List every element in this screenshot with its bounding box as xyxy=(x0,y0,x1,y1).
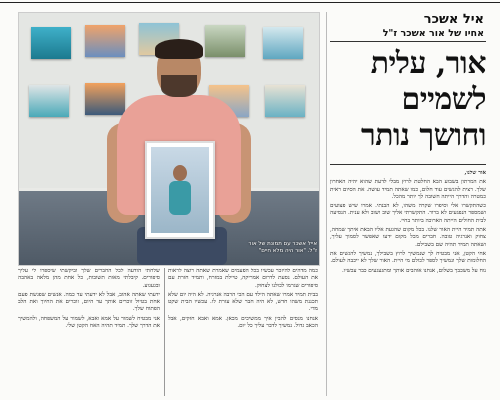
article-paragraph: נוח על משכבך בשלום, אנחנו אוהבים אותך ומתגעגעים כבר עכשיו. xyxy=(342,267,486,274)
person-beard xyxy=(161,75,197,97)
article-paragraph: בבית תמיד אמרו שאתה הילד עם הכי הרבה אנרגיה. לא היה יום שלא תכננת משהו חדש, לא היה חבר שלא עזרת לו. עכשיו הבית שקט מדי. xyxy=(168,291,318,313)
article-paragraph: אחי הקטן, אני מבטיח לך שנמשיך לרוץ בשבילך, נמשיך להגשים את החלומות שלך ונמשיך לספר לכולם מי היית. האור שלך לא ייכבה לעולם. xyxy=(330,250,486,265)
article-column-left xyxy=(18,268,160,396)
top-rule xyxy=(0,2,500,3)
wall-picture xyxy=(205,25,245,57)
article-paragraph: אנחנו מנסים להבין איך ממשיכים מכאן. אמא ואבא חזקים, אבל הכאב גדול. נמשיך לדבר עליך כל יום. xyxy=(168,315,318,330)
article-photo xyxy=(18,12,320,266)
header-rule xyxy=(330,164,486,165)
headline-line: וחושך נותר xyxy=(361,118,486,153)
article-paragraph: כמה מדהים להיזכר עכשיו בכל הפעמים שאמרת שאתה רוצה לראות את העולם. נסעת לדרום אמריקה, טיילת במזרח, ותמיד חזרת עם סיפורים שגרמו לכולנו לצחוק. xyxy=(168,268,318,289)
held-portrait xyxy=(145,141,215,239)
headline xyxy=(326,46,486,154)
photo-caption: אייל אשכר עם תמונת של אור ז"ל. "אור היה מלא חיים" xyxy=(248,241,317,254)
person-hair xyxy=(155,39,203,59)
wall-picture xyxy=(85,83,125,115)
article-paragraph: כשהתקשרו אלי וסיפרו שקרה משהו, לא הבנתי. אמרו שיש פצועים ושמספר הנפגעים לא ברור. התקשרתי אליך שוב ושוב ולא ענית. הנסיעה לבית החולים הייתה הארוכה ביותר בחיי. xyxy=(330,203,486,224)
writer-name: איל אשכר xyxy=(423,12,484,27)
column-divider xyxy=(164,268,165,396)
article-paragraph: שלחתי הודעה לכל החברים שלך וביקשתי שיספרו לי עליך סיפורים. קיבלתי מאות תשובות, כל אחת מהן מלאה באהבה ובגעגוע. xyxy=(18,268,160,289)
wall-picture xyxy=(31,27,71,59)
wall-picture xyxy=(29,85,69,117)
wall-picture xyxy=(85,25,125,57)
headline-line: לשמיים xyxy=(401,82,486,117)
wall-picture xyxy=(265,85,305,117)
article-paragraph: ידעתי שאתה אהוב, אבל לא ידעתי עד כמה. אנשים שפגשת פעם אחת בטיול זוכרים אותך עד היום, זוכרים את החיוך ואת הלב הפתוח שלך. xyxy=(18,291,160,313)
header-rule xyxy=(330,41,486,42)
article-paragraph: אתה תמיד היית האור שלנו. בכל מקום שהגעת אליו הבאת איתך שמחה, צחוק ואנרגיה טובה. חברים מכל מקום ידעו שאפשר לסמוך עליך, ושאתה תמיד תהיה שם בשבילם. xyxy=(330,227,486,248)
held-portrait-image xyxy=(151,147,209,233)
held-portrait-head xyxy=(173,165,187,181)
writer-subtitle: אחיו של אור אשכר ז"ל xyxy=(382,28,484,39)
article-paragraph: אור שלנו, xyxy=(464,170,486,176)
held-portrait-shirt xyxy=(169,181,191,215)
article-paragraph: את המרתון בשבוע הבא החלטת לרוץ מבלי לדעת שהוא יהיה האחרון שלך. רצית להגשים עוד חלום, כמו שאתה תמיד עושה. את הסיום ראית כמטרה והדרך הייתה חשובה לך יותר מהכל. xyxy=(330,179,486,200)
article-column-right xyxy=(330,170,486,396)
wall-picture xyxy=(263,27,303,59)
article-column-middle xyxy=(168,268,318,396)
article-paragraph: אני מבטיח לשמור על אמא ואבא, לשמור על המשפחה, ולהמשיך את הדרך שלך. תמיד תהיה האח הקטן שלי. xyxy=(18,315,160,330)
headline-line: אור, עלית xyxy=(370,46,486,81)
